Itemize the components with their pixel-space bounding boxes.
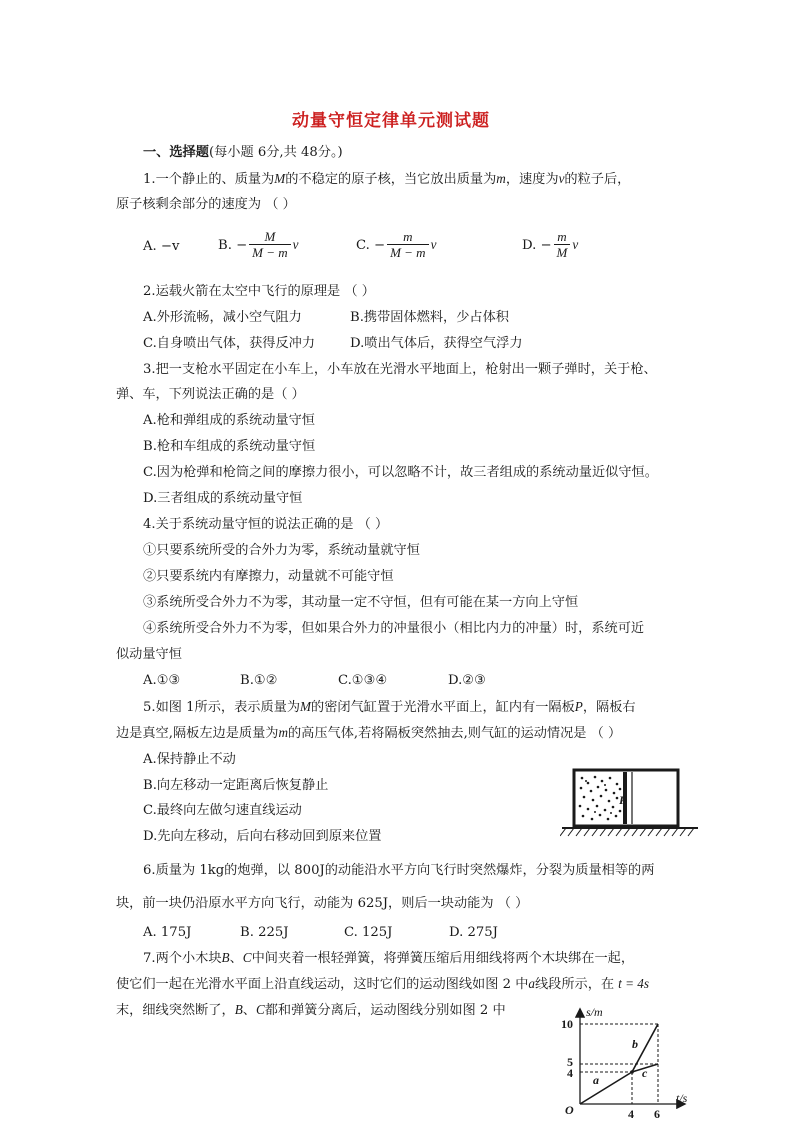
q4-statement-4-line1: ④系统所受合外力不为零，但如果合外力的冲量很小（相比内力的冲量）时，系统可近 (143, 621, 645, 636)
label-p: P (619, 793, 627, 807)
option-label: B. − (218, 237, 248, 253)
q5-text: 边是真空,隔板左边是质量为 (116, 726, 279, 741)
line-a (580, 1072, 632, 1104)
fraction (554, 230, 571, 260)
var-v: v (430, 237, 437, 252)
q1-text: ，速度为 (505, 172, 559, 187)
ground-hatching (560, 828, 694, 836)
var-B: B (234, 1002, 243, 1017)
y-tick-4: 4 (567, 1066, 573, 1080)
q7-text: 线段所示，在 (535, 977, 615, 992)
option-label: D. − (522, 237, 552, 253)
q7-text: 、 (229, 951, 243, 966)
q6-option-a: A. 175J (143, 925, 192, 940)
q5-text: 5.如图 1所示，表示质量为 (143, 700, 301, 715)
var-C: C (255, 1002, 265, 1017)
denominator: M (554, 244, 571, 260)
q5-text: ，隔板右 (582, 700, 636, 715)
q6-option-b: B. 225J (240, 925, 289, 940)
y-tick-10: 10 (561, 1017, 573, 1031)
q1-stem-line1 (143, 170, 630, 189)
numerator: M (264, 229, 276, 244)
q4-statement-2: ②只要系统内有摩擦力，动量就不可能守恒 (143, 569, 394, 584)
denominator: M − m (249, 244, 291, 260)
q5-option-a: A.保持静止不动 (143, 752, 236, 767)
y-tick-5: 5 (567, 1055, 573, 1069)
q6-stem-line1: 6.质量为 1kg的炮弹，以 800J的动能沿水平方向飞行时突然爆炸，分裂为质量相等的两 (143, 863, 655, 878)
var-M: M (274, 171, 286, 186)
q7-text: 中间夹着一根轻弹簧，将弹簧压缩后用细线将两个木块绑在一起， (251, 951, 635, 966)
q3-option-a: A.枪和弹组成的系统动量守恒 (143, 413, 315, 428)
line-label-c: c (642, 1066, 648, 1080)
numerator: m (403, 229, 413, 244)
line-label-b: b (632, 1037, 638, 1051)
q3-option-d: D.三者组成的系统动量守恒 (143, 491, 303, 506)
q4-option-c: C.①③④ (338, 673, 388, 688)
q1-text: 的不稳定的原子核，当它放出质量为 (285, 172, 497, 187)
var-m: m (278, 725, 288, 740)
q5-option-c: C.最终向左做匀速直线运动 (143, 803, 302, 818)
fraction (387, 230, 429, 260)
var-a: a (528, 976, 535, 991)
q5-option-b: B.向左移动一定距离后恢复静止 (143, 778, 329, 793)
q5-stem-line2 (116, 724, 621, 743)
figure-2-st-graph (556, 1004, 706, 1120)
x-tick-4: 4 (628, 1107, 634, 1120)
q3-option-c: C.因为枪弹和枪筒之间的摩擦力很小，可以忽略不计，故三者组成的系统动量近似守恒。 (143, 465, 658, 480)
q4-stem: 4.关于系统动量守恒的说法正确的是 （ ） (143, 517, 389, 532)
q6-option-d: D. 275J (449, 925, 498, 940)
origin-label: O (565, 1103, 574, 1117)
q3-option-b: B.枪和车组成的系统动量守恒 (143, 439, 316, 454)
q1-option-d (522, 230, 578, 260)
numerator: m (557, 229, 567, 244)
fraction (249, 230, 291, 260)
q7-text: 7.两个小木块 (143, 951, 222, 966)
q4-option-b: B.①② (240, 673, 278, 688)
q7-text: 末，细线突然断了， (116, 1003, 235, 1018)
var-v: v (558, 171, 565, 186)
guide-lines (580, 1024, 658, 1104)
q3-stem-line2: 弹、车，下列说法正确的是（ ） (116, 387, 305, 402)
var-C: C (242, 950, 252, 965)
q4-option-d: D.②③ (448, 673, 486, 688)
line-label-a: a (593, 1073, 599, 1087)
q7-stem-line2 (116, 975, 649, 994)
section-note: (每小题 6分,共 48分。) (208, 145, 343, 160)
q5-stem-line1 (143, 698, 636, 717)
y-axis-label: s/m (586, 1005, 603, 1019)
figure-1-cylinder (560, 766, 700, 840)
var-M: M (300, 699, 312, 714)
q5-text: 的高压气体,若将隔板突然抽去,则气缸的运动情况是 （ ） (287, 726, 622, 741)
q5-option-d: D.先向左移动，后向右移动回到原来位置 (143, 829, 382, 844)
eq-t-4s: t = 4s (618, 976, 650, 991)
option-text: A. −v (143, 239, 180, 254)
q1-text: 的粒子后， (564, 172, 631, 187)
q1-option-c (356, 230, 436, 260)
page-title: 动量守恒定律单元测试题 (292, 111, 490, 131)
option-label: C. − (356, 237, 386, 253)
q4-statement-1: ①只要系统所受的合外力为零，系统动量就守恒 (143, 543, 420, 558)
q1-stem-line2: 原子核剩余部分的速度为 （ ） (116, 197, 296, 212)
q7-stem-line3 (116, 1001, 506, 1020)
q2-stem: 2.运载火箭在太空中飞行的原理是 （ ） (143, 284, 375, 299)
q5-text: 的密闭气缸置于光滑水平面上，缸内有一隔板 (311, 700, 575, 715)
denominator: M − m (387, 244, 429, 260)
q1-option-b (218, 230, 298, 260)
q3-stem-line1: 3.把一支枪水平固定在小车上，小车放在光滑水平地面上，枪射出一颗子弹时，关于枪、 (143, 362, 657, 377)
x-axis-label: t/s (676, 1091, 688, 1105)
break-point (630, 1070, 634, 1074)
section-heading (143, 144, 343, 162)
q4-option-a: A.①③ (143, 673, 181, 688)
q7-text: 都和弹簧分离后，运动图线分别如图 2 中 (264, 1003, 506, 1018)
q4-statement-4-line2: 似动量守恒 (116, 647, 182, 662)
q2-option-d: D.喷出气体后，获得空气浮力 (350, 336, 523, 351)
q2-option-c: C.自身喷出气体，获得反冲力 (143, 336, 316, 351)
section-label: 一、选择题 (143, 145, 209, 160)
var-m: m (496, 171, 506, 186)
var-v: v (572, 237, 579, 252)
q7-text: 使它们一起在光滑水平面上沿直线运动，这时它们的运动图线如图 2 中 (116, 977, 529, 992)
q1-option-a (143, 231, 179, 254)
q2-option-b: B.携带固体燃料，少占体积 (350, 310, 509, 325)
q7-stem-line1 (143, 949, 634, 968)
var-P: P (574, 699, 583, 714)
var-v: v (292, 237, 299, 252)
q2-option-a: A.外形流畅，减小空气阻力 (143, 310, 302, 325)
q7-text: 、 (242, 1003, 256, 1018)
var-B: B (221, 950, 230, 965)
q6-stem-line2: 块，前一块仍沿原水平方向飞行，动能为 625J，则后一块动能为 （ ） (116, 896, 529, 911)
q1-text: 1.一个静止的、质量为 (143, 172, 275, 187)
q4-statement-3: ③系统所受合外力不为零，其动量一定不守恒，但有可能在某一方向上守恒 (143, 595, 579, 610)
x-tick-6: 6 (654, 1107, 660, 1120)
q6-option-c: C. 125J (344, 925, 393, 940)
